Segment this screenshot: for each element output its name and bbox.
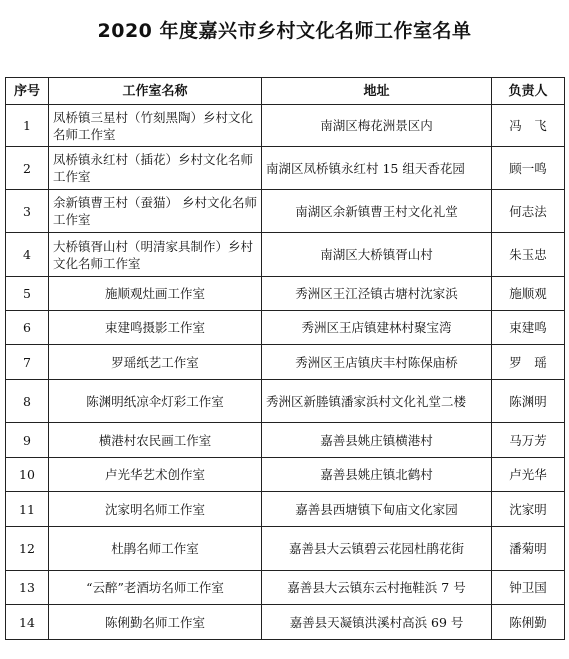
table-row <box>6 423 565 458</box>
cell-no: 7 <box>6 345 49 380</box>
cell-studio-name: “云醉”老酒坊名师工作室 <box>49 571 262 605</box>
cell-person-in-charge: 冯 飞 <box>492 105 565 147</box>
table-header-row <box>6 78 565 105</box>
cell-no: 9 <box>6 423 49 458</box>
cell-person-in-charge: 马万芳 <box>492 423 565 458</box>
cell-studio-name: 余新镇曹王村（蚕猫） 乡村文化名师工作室 <box>49 190 262 233</box>
cell-studio-name: 杜鹃名师工作室 <box>49 527 262 571</box>
cell-person-in-charge: 陈俐勤 <box>492 605 565 640</box>
cell-address: 嘉善县姚庄镇横港村 <box>262 423 492 458</box>
cell-studio-name: 沈家明名师工作室 <box>49 492 262 527</box>
cell-studio-name: 凤桥镇永红村（插花）乡村文化名师工作室 <box>49 147 262 190</box>
table-row <box>6 605 565 640</box>
cell-studio-name: 罗瑶纸艺工作室 <box>49 345 262 380</box>
cell-person-in-charge: 陈渊明 <box>492 380 565 423</box>
cell-address: 秀洲区王店镇庆丰村陈保庙桥 <box>262 345 492 380</box>
table-row <box>6 345 565 380</box>
cell-no: 3 <box>6 190 49 233</box>
cell-studio-name: 横港村农民画工作室 <box>49 423 262 458</box>
page-title: 2020 年度嘉兴市乡村文化名师工作室名单 <box>97 20 472 42</box>
header-person-in-charge: 负责人 <box>492 78 565 105</box>
cell-person-in-charge: 潘菊明 <box>492 527 565 571</box>
table-row <box>6 380 565 423</box>
cell-no: 14 <box>6 605 49 640</box>
cell-studio-name: 陈俐勤名师工作室 <box>49 605 262 640</box>
cell-person-in-charge: 何志法 <box>492 190 565 233</box>
cell-address: 秀洲区王店镇建林村聚宝湾 <box>262 311 492 345</box>
cell-no: 11 <box>6 492 49 527</box>
cell-studio-name: 凤桥镇三星村（竹刻黑陶）乡村文化名师工作室 <box>49 105 262 147</box>
table-row <box>6 277 565 311</box>
table-row <box>6 190 565 233</box>
table-row <box>6 492 565 527</box>
cell-person-in-charge: 朱玉忠 <box>492 233 565 277</box>
cell-studio-name: 卢光华艺术创作室 <box>49 458 262 492</box>
table-row <box>6 571 565 605</box>
cell-address: 秀洲区新塍镇潘家浜村文化礼堂二楼 <box>262 380 492 423</box>
cell-no: 10 <box>6 458 49 492</box>
cell-studio-name: 束建鸣摄影工作室 <box>49 311 262 345</box>
cell-address: 秀洲区王江泾镇古塘村沈家浜 <box>262 277 492 311</box>
cell-person-in-charge: 卢光华 <box>492 458 565 492</box>
table-row <box>6 233 565 277</box>
cell-no: 12 <box>6 527 49 571</box>
cell-address: 南湖区凤桥镇永红村 15 组天香花园 <box>262 147 492 190</box>
cell-person-in-charge: 施顺观 <box>492 277 565 311</box>
cell-address: 南湖区大桥镇胥山村 <box>262 233 492 277</box>
table-row <box>6 458 565 492</box>
cell-address: 南湖区余新镇曹王村文化礼堂 <box>262 190 492 233</box>
cell-person-in-charge: 钟卫国 <box>492 571 565 605</box>
cell-address: 嘉善县姚庄镇北鹤村 <box>262 458 492 492</box>
cell-address: 嘉善县天凝镇洪溪村高浜 69 号 <box>262 605 492 640</box>
table-row <box>6 105 565 147</box>
cell-address: 南湖区梅花洲景区内 <box>262 105 492 147</box>
cell-no: 6 <box>6 311 49 345</box>
cell-studio-name: 大桥镇胥山村（明清家具制作）乡村文化名师工作室 <box>49 233 262 277</box>
cell-no: 8 <box>6 380 49 423</box>
table-row <box>6 311 565 345</box>
cell-person-in-charge: 束建鸣 <box>492 311 565 345</box>
cell-address: 嘉善县大云镇碧云花园杜鹃花街 <box>262 527 492 571</box>
header-studio-name: 工作室名称 <box>49 78 262 105</box>
cell-address: 嘉善县大云镇东云村拖鞋浜 7 号 <box>262 571 492 605</box>
cell-no: 13 <box>6 571 49 605</box>
header-address: 地址 <box>262 78 492 105</box>
cell-address: 嘉善县西塘镇下甸庙文化家园 <box>262 492 492 527</box>
cell-person-in-charge: 沈家明 <box>492 492 565 527</box>
cell-person-in-charge: 顾一鸣 <box>492 147 565 190</box>
cell-no: 2 <box>6 147 49 190</box>
studio-list-table <box>5 77 565 640</box>
cell-no: 4 <box>6 233 49 277</box>
table-row <box>6 147 565 190</box>
header-no: 序号 <box>6 78 49 105</box>
table-row <box>6 527 565 571</box>
cell-no: 1 <box>6 105 49 147</box>
cell-person-in-charge: 罗 瑶 <box>492 345 565 380</box>
cell-studio-name: 陈渊明纸凉伞灯彩工作室 <box>49 380 262 423</box>
cell-studio-name: 施顺观灶画工作室 <box>49 277 262 311</box>
cell-no: 5 <box>6 277 49 311</box>
